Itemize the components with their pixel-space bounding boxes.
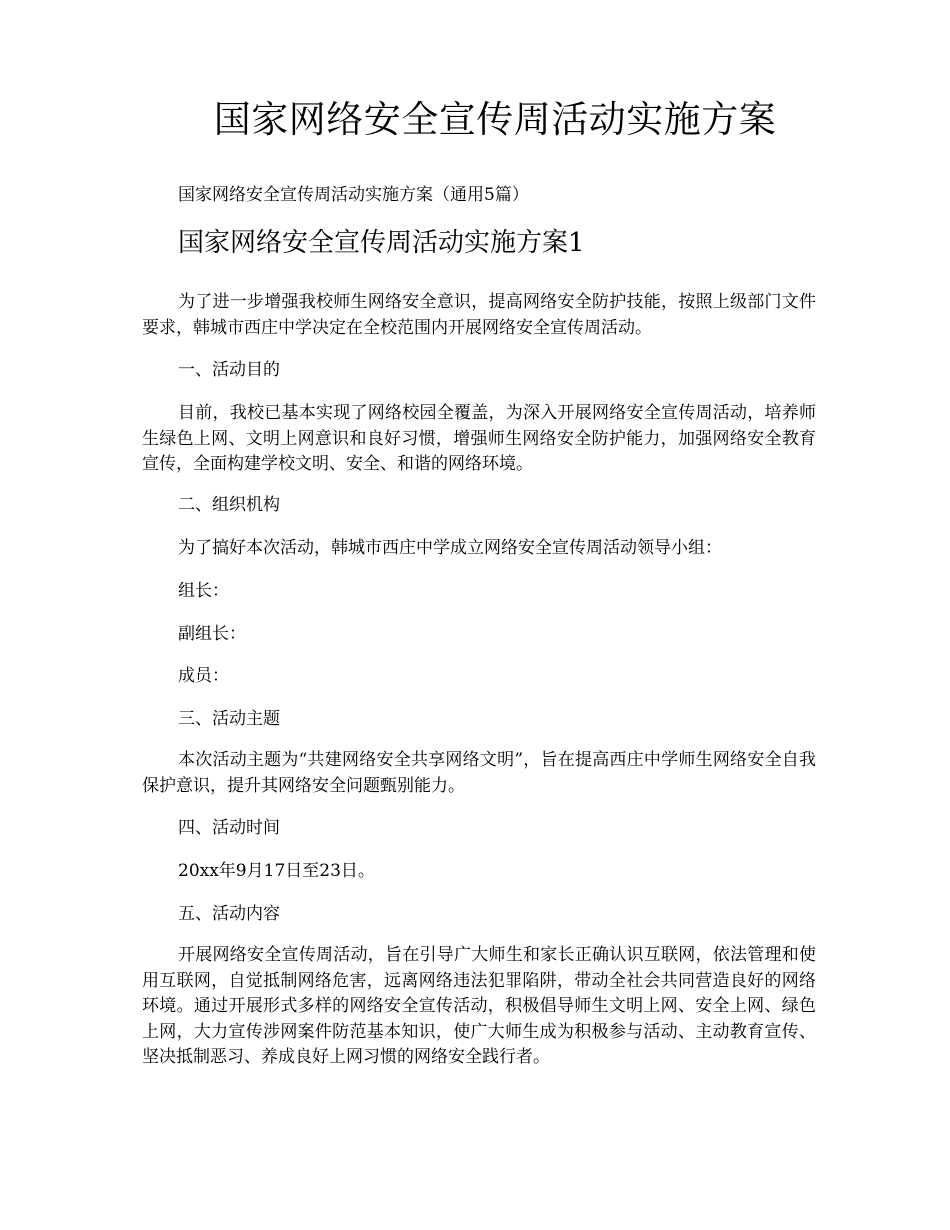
section-heading: 国家网络安全宣传周活动实施方案1 [178, 228, 585, 258]
section-4-body: 20xx年9月17日至23日。 [178, 861, 375, 881]
intro-paragraph: 为了进一步增强我校师生网络安全意识，提高网络安全防护技能，按照上级部门文件要求，韩城市西庄中学决定在全校范围内开展网络安全宣传周活动。 [142, 292, 816, 338]
section-5-body: 开展网络安全宣传周活动，旨在引导广大师生和家长正确认识互联网，依法管理和使用互联网，自觉抵制网络危害，远离网络违法犯罪陷阱，带动全社会共同营造良好的网络环境。通过开展形式多样的网络安全宣传活动，积极倡导师生文明上网、安全上网、绿色上网，大力宣传涉网案件防范基本知识，使广大师生成为积极参与活动、主动教育宣传、坚决抵制恶习、养成良好上网习惯的网络安全践行者。 [142, 945, 816, 1067]
section-5-heading: 五、活动内容 [178, 904, 280, 924]
vice-leader-line: 副组长： [178, 624, 246, 644]
section-4-heading: 四、活动时间 [178, 818, 280, 838]
document-title: 国家网络安全宣传周活动实施方案 [213, 98, 777, 141]
document-subtitle: 国家网络安全宣传周活动实施方案（通用5篇） [178, 185, 529, 205]
section-3-body: 本次活动主题为“共建网络安全共享网络文明”，旨在提高西庄中学师生网络安全自我保护意识，提升其网络安全问题甄别能力。 [142, 750, 816, 796]
section-1-body: 目前，我校已基本实现了网络校园全覆盖，为深入开展网络安全宣传周活动，培养师生绿色上网、文明上网意识和良好习惯，增强师生网络安全防护能力，加强网络安全教育宣传，全面构建学校文明、安全、和谐的网络环境。 [142, 403, 816, 474]
section-2-body: 为了搞好本次活动，韩城市西庄中学成立网络安全宣传周活动领导小组： [178, 538, 722, 558]
section-2-heading: 二、组织机构 [178, 495, 280, 515]
leader-line: 组长： [178, 581, 229, 601]
section-1-heading: 一、活动目的 [178, 360, 280, 380]
section-3-heading: 三、活动主题 [178, 709, 280, 729]
members-line: 成员： [178, 666, 229, 686]
